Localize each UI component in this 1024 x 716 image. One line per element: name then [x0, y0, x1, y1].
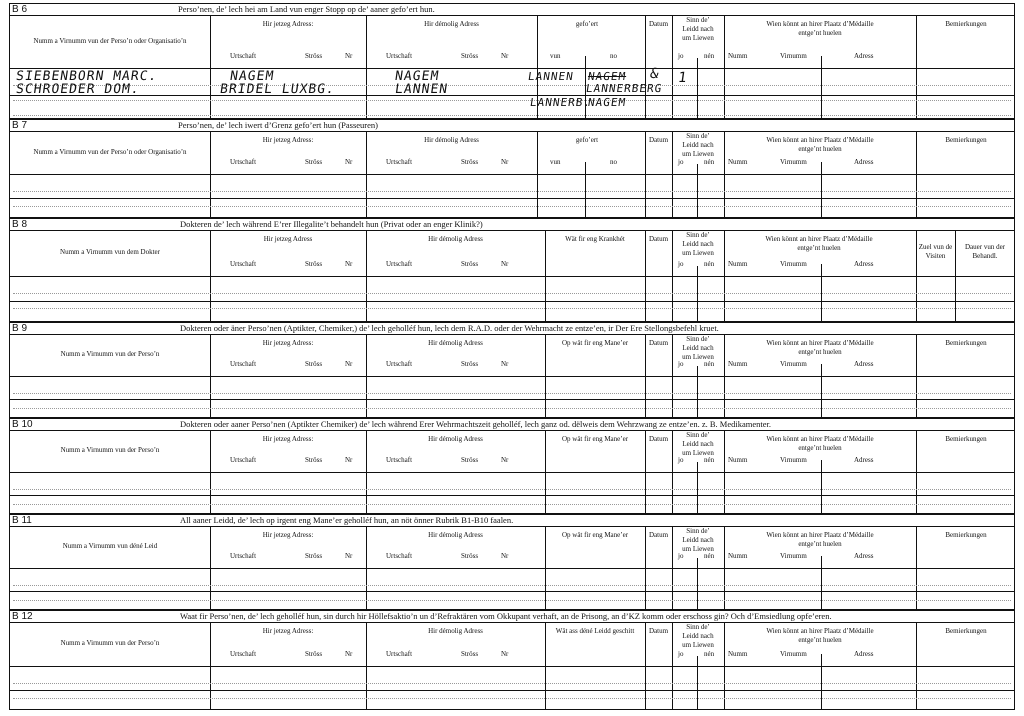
subheader-name: Numm — [728, 260, 748, 268]
subheader-nr: Nr — [501, 552, 509, 560]
subheader-urtschaft: Urtschaft — [230, 552, 257, 560]
subheader-firstname: Virnumm — [780, 158, 807, 166]
subheader-nr: Nr — [501, 158, 509, 166]
entry-line — [13, 408, 1011, 409]
subheader-stross: Ströss — [305, 552, 323, 560]
column-header-medal: entge’nt huelen — [798, 348, 842, 356]
divider — [10, 131, 1014, 132]
column-header-alive: Sinn de’ — [686, 527, 710, 535]
column-header-name: Numm a Virnumm vun déné Leid — [62, 542, 158, 550]
divider — [697, 558, 698, 609]
subheader-from: vun — [550, 52, 561, 60]
entry-line — [13, 585, 1011, 586]
section-b9 — [9, 322, 1015, 418]
column-header-old-address: Hir démolig Adress — [428, 339, 483, 347]
subheader-firstname: Virnumm — [780, 52, 807, 60]
entry-line — [13, 393, 1011, 394]
divider — [697, 366, 698, 417]
column-header-name: Numm a Virnumm vun der Perso’n — [60, 446, 160, 454]
entry-line — [13, 115, 1011, 116]
subheader-nr: Nr — [501, 52, 509, 60]
column-header-alive: Leidd nach — [682, 344, 714, 352]
subheader-urtschaft: Urtschaft — [386, 552, 413, 560]
handwritten-entry: BRIDEL LUXBG. — [218, 82, 336, 97]
subheader-firstname: Virnumm — [780, 260, 807, 268]
column-header-medal: Wien könnt an hirer Plaatz d’Médaille — [766, 20, 874, 28]
subheader-urtschaft: Urtschaft — [386, 360, 413, 368]
section-title: Dokteren de’ lech während E’rer Illegalite’t behandelt hun (Privat oder an enger Klinik?) — [180, 219, 483, 229]
subheader-address: Adress — [854, 650, 874, 658]
entry-line — [13, 206, 1011, 207]
divider — [821, 364, 822, 417]
column-header-current-address: Hir jetzeg Adress: — [262, 20, 314, 28]
subheader-urtschaft: Urtschaft — [230, 52, 257, 60]
column-header-medal: Wien könnt an hirer Plaatz d’Médaille — [766, 627, 874, 635]
handwritten-entry: 1 — [676, 70, 689, 86]
column-header-duration: Dauer vun der Behandl. — [964, 243, 1006, 260]
column-header-old-address: Hir démolig Adress — [428, 235, 483, 243]
subheader-name: Numm — [728, 650, 748, 658]
column-header-date: Datum — [648, 339, 669, 347]
subheader-name: Numm — [728, 52, 748, 60]
divider — [10, 666, 1014, 667]
column-header-alive: um Liewen — [682, 34, 714, 42]
subheader-stross: Ströss — [305, 52, 323, 60]
divider — [645, 15, 646, 118]
entry-line — [13, 191, 1011, 192]
column-header-current-address: Hir jetzeg Adress — [263, 235, 313, 243]
column-header-current-address: Hir jetzeg Adress: — [262, 531, 314, 539]
section-b12 — [9, 610, 1015, 710]
column-header-alive: um Liewen — [682, 249, 714, 257]
handwritten-entry: NAGEM — [587, 96, 628, 109]
subheader-no: nén — [704, 260, 715, 268]
handwritten-entry: LANNEN — [527, 70, 575, 83]
handwritten-entry: NAGEM — [393, 69, 441, 84]
subheader-urtschaft: Urtschaft — [386, 260, 413, 268]
handwritten-entry: LANNERBERG — [585, 82, 664, 95]
subheader-address: Adress — [854, 52, 874, 60]
section-b10 — [9, 418, 1015, 514]
handwritten-entry: SCHROEDER DOM. — [14, 82, 141, 97]
divider — [10, 376, 1014, 377]
column-header-detail: Wät ass déné Leidd geschitt — [555, 627, 635, 635]
column-header-medal: entge’nt huelen — [798, 145, 842, 153]
column-header-alive: um Liewen — [682, 353, 714, 361]
column-header-remarks: Bemierkungen — [945, 136, 987, 144]
divider — [10, 334, 1014, 335]
subheader-nr: Nr — [345, 52, 353, 60]
subheader-nr: Nr — [501, 360, 509, 368]
divider — [585, 162, 586, 217]
handwritten-entry: NAGEM — [228, 69, 276, 84]
subheader-name: Numm — [728, 456, 748, 464]
divider — [10, 230, 1014, 231]
section-title: Dokteren oder äner Perso’nen (Aptikter, Chemiker,) de’ lech geholléf hun, lech dem R.A.D. oder der Wehrmacht ze entze’en, ir Der Ere Stellongsbefehl kruet. — [180, 323, 719, 333]
section-code: B 9 — [12, 323, 28, 334]
divider — [821, 654, 822, 709]
subheader-address: Adress — [854, 260, 874, 268]
column-header-name: Numm a Virnumm vun dem Dokter — [60, 248, 160, 256]
column-header-medal: Wien könnt an hirer Plaatz d’Médaille — [765, 235, 873, 243]
column-header-alive: um Liewen — [682, 545, 714, 553]
column-header-alive: Sinn de’ — [686, 623, 710, 631]
divider — [10, 690, 1014, 691]
column-header-medal: Wien könnt an hirer Plaatz d’Médaille — [766, 531, 874, 539]
divider — [10, 495, 1014, 496]
divider — [821, 460, 822, 513]
divider — [10, 622, 1014, 623]
subheader-name: Numm — [728, 158, 748, 166]
column-header-remarks: Bemierkungen — [945, 20, 987, 28]
column-header-medal: Wien könnt an hirer Plaatz d’Médaille — [766, 136, 874, 144]
subheader-nr: Nr — [345, 260, 353, 268]
entry-line — [13, 100, 1011, 101]
column-header-date: Datum — [648, 435, 669, 443]
subheader-address: Adress — [854, 552, 874, 560]
divider — [10, 95, 1014, 96]
column-header-remarks: Bemierkungen — [945, 435, 987, 443]
section-code: B 10 — [12, 419, 33, 430]
section-code: B 11 — [12, 515, 32, 526]
subheader-no: nén — [704, 52, 715, 60]
divider — [821, 56, 822, 118]
section-b7 — [9, 119, 1015, 218]
divider — [10, 276, 1014, 277]
subheader-no: nén — [704, 360, 715, 368]
subheader-stross: Ströss — [305, 650, 323, 658]
subheader-no: nén — [704, 456, 715, 464]
column-header-alive: Leidd nach — [682, 240, 714, 248]
subheader-to: no — [610, 158, 617, 166]
subheader-stross: Ströss — [461, 360, 479, 368]
divider — [821, 162, 822, 217]
column-header-transport: gefo’ert — [575, 20, 599, 28]
subheader-nr: Nr — [345, 552, 353, 560]
column-header-date: Datum — [648, 136, 669, 144]
subheader-stross: Ströss — [305, 158, 323, 166]
divider — [366, 15, 367, 118]
column-header-alive: Leidd nach — [682, 25, 714, 33]
column-header-date: Datum — [648, 627, 669, 635]
divider — [10, 591, 1014, 592]
subheader-yes: jo — [678, 260, 684, 268]
section-title: All aaner Leidd, de’ lech op irgent eng Mane’er geholléf hun, an nöt önner Rubrik B1-B10 faalen. — [180, 515, 514, 525]
column-header-medal: entge’nt huelen — [798, 540, 842, 548]
column-header-alive: Sinn de’ — [686, 335, 710, 343]
column-header-alive: Leidd nach — [682, 536, 714, 544]
subheader-firstname: Virnumm — [780, 360, 807, 368]
column-header-old-address: Hir démolig Adress — [424, 136, 479, 144]
column-header-medal: Wien könnt an hirer Plaatz d’Médaille — [766, 435, 874, 443]
entry-line — [13, 698, 1011, 699]
column-header-alive: Sinn de’ — [686, 231, 710, 239]
entry-line — [13, 85, 1011, 86]
column-header-alive: Leidd nach — [682, 141, 714, 149]
subheader-no: nén — [704, 552, 715, 560]
column-header-detail: Op wät fir eng Mane’er — [561, 339, 629, 347]
subheader-yes: jo — [678, 158, 684, 166]
subheader-stross: Ströss — [461, 650, 479, 658]
divider — [210, 15, 211, 118]
section-code: B 6 — [12, 4, 28, 15]
subheader-urtschaft: Urtschaft — [230, 650, 257, 658]
subheader-no: nén — [704, 158, 715, 166]
divider — [697, 462, 698, 513]
column-header-alive: Leidd nach — [682, 440, 714, 448]
section-code: B 12 — [12, 611, 33, 622]
divider — [10, 68, 1014, 69]
column-header-alive: Sinn de’ — [686, 431, 710, 439]
column-header-old-address: Hir démolig Adress — [428, 531, 483, 539]
column-header-remarks: Bemierkungen — [945, 531, 987, 539]
section-b6 — [9, 3, 1015, 119]
subheader-urtschaft: Urtschaft — [386, 650, 413, 658]
column-header-transport: gefo’ert — [575, 136, 599, 144]
column-header-name: Numm a Virnumm vun der Perso’n oder Organisatio’n — [33, 148, 187, 156]
subheader-address: Adress — [854, 158, 874, 166]
subheader-firstname: Virnumm — [780, 650, 807, 658]
subheader-stross: Ströss — [461, 158, 479, 166]
column-header-medal: Wien könnt an hirer Plaatz d’Médaille — [766, 339, 874, 347]
divider — [697, 58, 698, 118]
column-header-detail: Op wät fir eng Mane’er — [561, 435, 629, 443]
column-header-remarks: Bemierkungen — [945, 339, 987, 347]
subheader-nr: Nr — [345, 456, 353, 464]
subheader-stross: Ströss — [305, 360, 323, 368]
column-header-old-address: Hir démolig Adress — [428, 435, 483, 443]
divider — [916, 15, 917, 118]
column-header-medal: entge’nt huelen — [798, 636, 842, 644]
subheader-stross: Ströss — [305, 260, 323, 268]
subheader-stross: Ströss — [461, 52, 479, 60]
subheader-nr: Nr — [501, 456, 509, 464]
handwritten-entry: NAGEM — [587, 70, 628, 83]
subheader-no: nén — [704, 650, 715, 658]
entry-line — [13, 489, 1011, 490]
section-code: B 7 — [12, 120, 28, 131]
subheader-nr: Nr — [501, 650, 509, 658]
column-header-medal: entge’nt huelen — [798, 29, 842, 37]
column-header-date: Datum — [648, 20, 669, 28]
column-header-alive: um Liewen — [682, 641, 714, 649]
column-header-alive: Sinn de’ — [686, 132, 710, 140]
subheader-urtschaft: Urtschaft — [386, 158, 413, 166]
subheader-urtschaft: Urtschaft — [230, 456, 257, 464]
column-header-medal: entge’nt huelen — [798, 444, 842, 452]
divider — [10, 15, 1014, 16]
divider — [10, 472, 1014, 473]
section-b8 — [9, 218, 1015, 322]
subheader-name: Numm — [728, 552, 748, 560]
subheader-from: vun — [550, 158, 561, 166]
entry-line — [13, 683, 1011, 684]
divider — [10, 174, 1014, 175]
column-header-old-address: Hir démolig Adress — [428, 627, 483, 635]
subheader-name: Numm — [728, 360, 748, 368]
column-header-medal: entge’nt huelen — [797, 244, 841, 252]
subheader-address: Adress — [854, 456, 874, 464]
subheader-urtschaft: Urtschaft — [386, 456, 413, 464]
column-header-alive: um Liewen — [682, 150, 714, 158]
divider — [821, 556, 822, 609]
subheader-yes: jo — [678, 360, 684, 368]
subheader-address: Adress — [854, 360, 874, 368]
column-header-name: Numm a Virnumm vun der Perso’n oder Organisatio’n — [33, 37, 187, 45]
divider — [10, 198, 1014, 199]
handwritten-entry: SIEBENBORN MARC. — [14, 69, 159, 84]
handwritten-entry: & — [648, 66, 661, 82]
subheader-nr: Nr — [345, 158, 353, 166]
divider — [10, 399, 1014, 400]
section-b11 — [9, 514, 1015, 610]
entry-line — [13, 600, 1011, 601]
column-header-detail: Op wät fir eng Mane’er — [561, 531, 629, 539]
divider — [10, 301, 1014, 302]
divider — [10, 430, 1014, 431]
column-header-alive: um Liewen — [682, 449, 714, 457]
subheader-stross: Ströss — [305, 456, 323, 464]
column-header-current-address: Hir jetzeg Adress: — [262, 435, 314, 443]
subheader-to: no — [610, 52, 617, 60]
column-header-detail: Wät fir eng Krankhét — [565, 235, 625, 243]
section-code: B 8 — [12, 219, 28, 230]
subheader-nr: Nr — [345, 360, 353, 368]
subheader-firstname: Virnumm — [780, 456, 807, 464]
subheader-yes: jo — [678, 650, 684, 658]
column-header-visits: Zuel vun de Visiten — [918, 243, 953, 260]
subheader-stross: Ströss — [461, 552, 479, 560]
column-header-remarks: Bemierkungen — [945, 627, 987, 635]
column-header-current-address: Hir jetzeg Adress: — [262, 339, 314, 347]
column-header-old-address: Hir démolig Adress — [424, 20, 479, 28]
section-title: Dokteren oder aaner Perso’nen (Aptikter Chemiker) de’ lech während Erer Wehrmachtszeit geholléf, lech ganz od. dëlweis dem Wehrzwang ze entze’en. z. B. Medikamenter. — [180, 419, 772, 429]
divider — [10, 526, 1014, 527]
subheader-yes: jo — [678, 456, 684, 464]
entry-line — [13, 504, 1011, 505]
section-title: Perso’nen, de’ lech hei am Land vun enger Stopp op de’ aaner gefo’ert hun. — [178, 4, 435, 14]
section-title: Waat fir Perso’nen, de’ lech geholléf hun, sin durch hir Höllefsaktio’n un d’Refraktären vom Okkupant verhaft, an de Prisong, an d’KZ komm oder erschoss gin? Och d’Emsiedlung opfe’eren. — [180, 611, 832, 621]
entry-line — [13, 293, 1011, 294]
handwritten-entry: LANNEN — [393, 82, 450, 97]
column-header-name: Numm a Virnumm vun der Perso’n — [60, 350, 160, 358]
subheader-stross: Ströss — [461, 456, 479, 464]
column-header-current-address: Hir jetzeg Adress: — [262, 136, 314, 144]
column-header-name: Numm a Virnumm vun der Perso’n — [60, 639, 160, 647]
subheader-nr: Nr — [501, 260, 509, 268]
subheader-urtschaft: Urtschaft — [230, 260, 257, 268]
divider — [10, 568, 1014, 569]
section-title: Perso’nen, de’ lech iwert d’Grenz gefo’ert hun (Passeuren) — [178, 120, 378, 130]
subheader-nr: Nr — [345, 650, 353, 658]
subheader-urtschaft: Urtschaft — [230, 360, 257, 368]
column-header-date: Datum — [648, 531, 669, 539]
subheader-yes: jo — [678, 552, 684, 560]
entry-line — [13, 308, 1011, 309]
subheader-firstname: Virnumm — [780, 552, 807, 560]
column-header-alive: Leidd nach — [682, 632, 714, 640]
column-header-current-address: Hir jetzeg Adress: — [262, 627, 314, 635]
subheader-stross: Ströss — [461, 260, 479, 268]
subheader-urtschaft: Urtschaft — [386, 52, 413, 60]
column-header-alive: Sinn de’ — [686, 16, 710, 24]
subheader-yes: jo — [678, 52, 684, 60]
column-header-date: Datum — [648, 235, 669, 243]
handwritten-entry: LANNERB. — [529, 96, 592, 109]
subheader-urtschaft: Urtschaft — [230, 158, 257, 166]
